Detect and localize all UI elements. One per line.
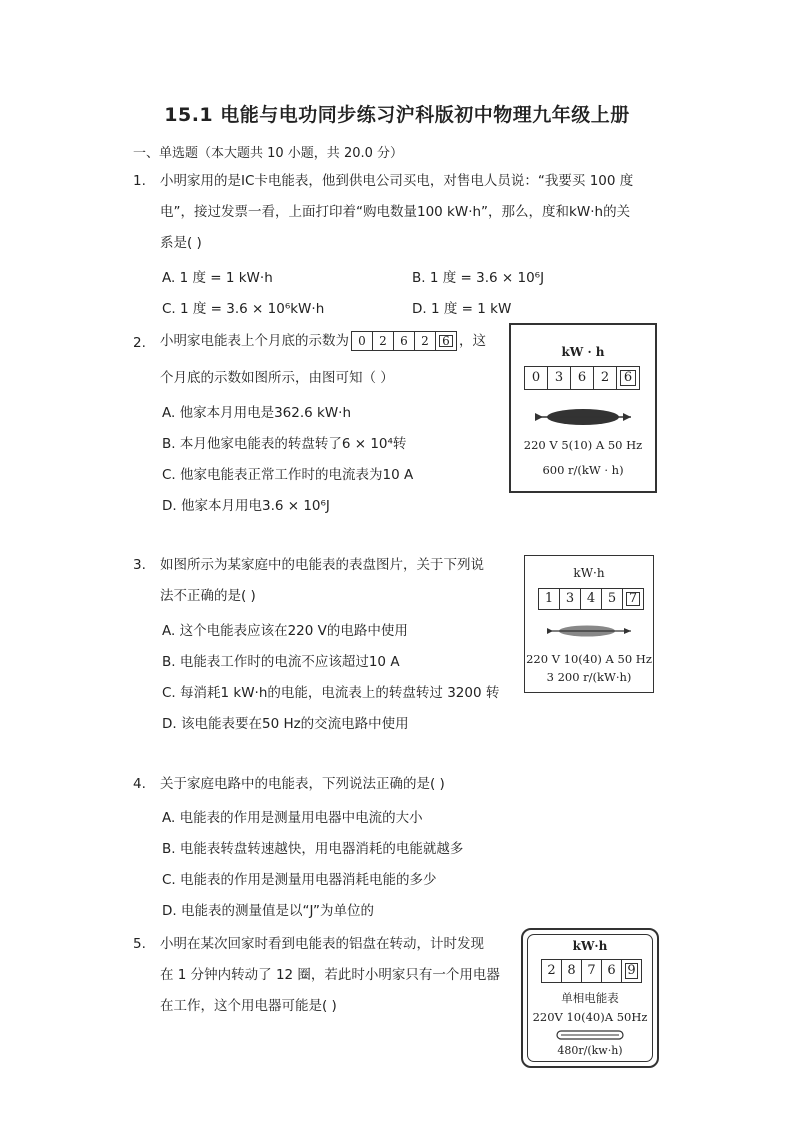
q1-option-a[interactable]: A. 1 度 = 1 kW·h: [162, 270, 273, 286]
meter-unit: kW·h: [573, 566, 605, 580]
digit: 7: [623, 589, 643, 609]
digit: 1: [539, 589, 560, 609]
q4-line1: 关于家庭电路中的电能表，下列说法正确的是( ): [160, 776, 445, 792]
meter-digits: [524, 366, 640, 390]
digit: 6: [602, 960, 622, 982]
section-heading: 一、单选题（本大题共 10 小题，共 20.0 分）: [133, 146, 404, 161]
q5-number: 5.: [133, 936, 146, 952]
q3-number: 3.: [133, 557, 146, 573]
digit: 2: [542, 960, 562, 982]
digit: 8: [562, 960, 582, 982]
q1-line2: 电”，接过发票一看，上面打印着“购电数量100 kW·h”，那么，度和kW·h的关: [160, 204, 631, 220]
q2-line1-text: 小明家电能表上个月底的示数为: [160, 333, 349, 349]
q1-option-d[interactable]: D. 1 度 = 1 kW: [412, 301, 512, 317]
q2-line2: 个月底的示数如图所示，由图可知（ ）: [160, 370, 394, 386]
q3-option-c[interactable]: C. 每消耗1 kW·h的电能，电流表上的转盘转过 3200 转: [162, 685, 500, 701]
digit: 9: [622, 960, 641, 982]
meter-constant: 600 r/(kW · h): [542, 463, 624, 477]
q4-number: 4.: [133, 776, 146, 792]
q2-option-b[interactable]: B. 本月他家电能表的转盘转了6 × 10⁴转: [162, 436, 407, 452]
meter-unit: kW·h: [572, 939, 608, 953]
digit: 2: [594, 367, 617, 389]
q1-option-b[interactable]: B. 1 度 = 3.6 × 10⁶J: [412, 270, 545, 286]
q2-prev-reading: [351, 331, 457, 351]
q1-option-c[interactable]: C. 1 度 = 3.6 × 10⁶kW·h: [162, 301, 325, 317]
q4-option-c[interactable]: C. 电能表的作用是测量用电器消耗电能的多少: [162, 872, 437, 888]
q2-line1: [160, 326, 486, 357]
meter-constant: 3 200 r/(kW·h): [546, 670, 632, 684]
q4-option-b[interactable]: B. 电能表转盘转速越快，用电器消耗的电能就越多: [162, 841, 464, 857]
digit: 7: [582, 960, 602, 982]
q5-line2: 在 1 分钟内转动了 12 圈，若此时小明家只有一个用电器: [160, 967, 500, 983]
digit: 3: [560, 589, 581, 609]
rotating-disc-icon: [555, 1029, 625, 1041]
q4-option-a[interactable]: A. 电能表的作用是测量用电器中电流的大小: [162, 810, 423, 826]
rotating-disc-icon: [531, 405, 637, 429]
q1-line1: 小明家用的是IC卡电能表，他到供电公司买电，对售电人员说：“我要买 100 度: [160, 173, 634, 189]
q1-line3: 系是( ): [160, 235, 202, 251]
digit: 4: [581, 589, 602, 609]
meter-unit: kW · h: [561, 345, 605, 359]
q2-number: 2.: [133, 335, 146, 351]
q5-line3: 在工作，这个用电器可能是( ): [160, 998, 337, 1014]
q5-line1: 小明在某次回家时看到电能表的铝盘在转动，计时发现: [160, 936, 484, 952]
digit: 0: [525, 367, 548, 389]
digit: 6: [571, 367, 594, 389]
meter-digits: [538, 588, 644, 610]
meter-constant: 480r/(kw·h): [557, 1044, 623, 1057]
digit: 5: [602, 589, 623, 609]
meter-rating: 220 V 10(40) A 50 Hz: [526, 652, 652, 666]
digit: 6: [394, 332, 415, 350]
meter-label: 单相电能表: [561, 991, 619, 1005]
q3-line2: 法不正确的是( ): [160, 588, 256, 604]
q4-option-d[interactable]: D. 电能表的测量值是以“J”为单位的: [162, 903, 375, 919]
q2-option-a[interactable]: A. 他家本月用电是362.6 kW·h: [162, 405, 352, 421]
page-title: 15.1 电能与电功同步练习沪科版初中物理九年级上册: [164, 104, 630, 126]
q3-meter-figure: [524, 555, 654, 693]
rotating-disc-icon: [543, 622, 635, 640]
q2-option-d[interactable]: D. 他家本月用电3.6 × 10⁶J: [162, 498, 330, 514]
meter-rating: 220 V 5(10) A 50 Hz: [523, 438, 643, 452]
q2-line1-suffix: ，这: [459, 333, 486, 349]
digit: 2: [415, 332, 436, 350]
q2-meter-figure: [509, 323, 657, 493]
q3-line1: 如图所示为某家庭中的电能表的表盘图片，关于下列说: [160, 557, 484, 573]
q3-option-d[interactable]: D. 该电能表要在50 Hz的交流电路中使用: [162, 716, 409, 732]
q1-number: 1.: [133, 173, 146, 189]
digit: 6: [617, 367, 639, 389]
q3-option-a[interactable]: A. 这个电能表应该在220 V的电路中使用: [162, 623, 408, 639]
digit: 2: [373, 332, 394, 350]
q2-option-c[interactable]: C. 他家电能表正常工作时的电流表为10 A: [162, 467, 414, 483]
q5-meter-figure: [521, 928, 659, 1068]
meter-rating: 220V 10(40)A 50Hz: [532, 1010, 648, 1024]
q3-option-b[interactable]: B. 电能表工作时的电流不应该超过10 A: [162, 654, 400, 670]
digit: 3: [548, 367, 571, 389]
digit: 0: [352, 332, 373, 350]
digit: 6: [436, 332, 456, 350]
meter-digits: [541, 959, 642, 983]
